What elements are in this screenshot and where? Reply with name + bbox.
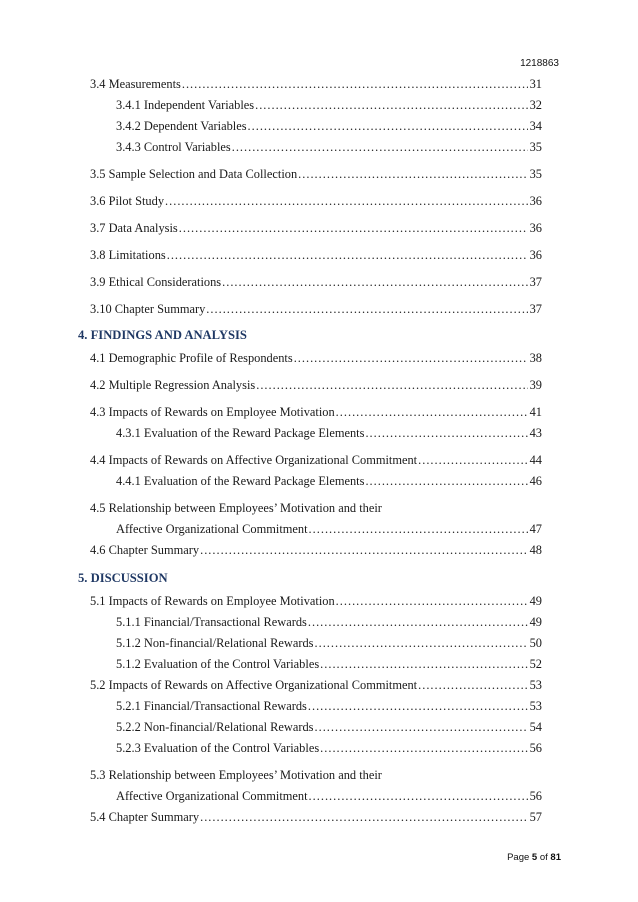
toc-title: 5.2.3 Evaluation of the Control Variables bbox=[116, 741, 320, 755]
toc-page-number: 56 bbox=[529, 789, 542, 803]
toc-title: 4.3.1 Evaluation of the Reward Package Elements bbox=[116, 426, 365, 440]
leader-dots bbox=[294, 351, 528, 366]
toc-page-number: 36 bbox=[529, 221, 542, 235]
toc-title: 4.2 Multiple Regression Analysis bbox=[90, 378, 256, 392]
toc-page-number: 50 bbox=[529, 636, 542, 650]
toc-title: 4.4 Impacts of Rewards on Affective Organizational Commitment bbox=[90, 453, 418, 467]
leader-dots bbox=[200, 810, 528, 825]
leader-dots bbox=[248, 119, 528, 134]
leader-dots bbox=[200, 543, 528, 558]
toc-title: 5.2.2 Non-financial/Relational Rewards bbox=[116, 720, 314, 734]
footer-current-page: 5 bbox=[531, 852, 538, 863]
toc-title: 5.1.2 Non-financial/Relational Rewards bbox=[116, 636, 314, 650]
footer-of-label: of bbox=[539, 852, 548, 863]
toc-entry-3-8[interactable] bbox=[78, 248, 542, 263]
toc-title: 3.9 Ethical Considerations bbox=[90, 275, 222, 289]
leader-dots bbox=[418, 453, 527, 468]
leader-dots bbox=[418, 678, 527, 693]
toc-title: 3.4.1 Independent Variables bbox=[116, 98, 255, 112]
toc-entry-4-4[interactable] bbox=[78, 453, 542, 468]
chapter-heading-4[interactable]: 4. FINDINGS AND ANALYSIS bbox=[78, 328, 247, 342]
toc-title: 4.6 Chapter Summary bbox=[90, 543, 200, 557]
table-of-contents bbox=[78, 71, 542, 825]
toc-entry-3-5[interactable] bbox=[78, 167, 542, 182]
toc-page-number: 44 bbox=[529, 453, 542, 467]
toc-entry-5-3[interactable] bbox=[78, 789, 542, 804]
toc-entry-3-6[interactable] bbox=[78, 194, 542, 209]
toc-page-number: 53 bbox=[529, 678, 542, 692]
toc-title: 5.1.2 Evaluation of the Control Variables bbox=[116, 657, 320, 671]
toc-title: 4.4.1 Evaluation of the Reward Package Elements bbox=[116, 474, 365, 488]
document-id: 1218863 bbox=[520, 58, 559, 69]
toc-entry-3-7[interactable] bbox=[78, 221, 542, 236]
toc-title: 5.1 Impacts of Rewards on Employee Motivation bbox=[90, 594, 335, 608]
toc-title: 3.5 Sample Selection and Data Collection bbox=[90, 167, 298, 181]
toc-page-number: 34 bbox=[529, 119, 542, 133]
toc-title: 3.7 Data Analysis bbox=[90, 221, 178, 235]
toc-page-number: 38 bbox=[529, 351, 542, 365]
leader-dots bbox=[320, 741, 527, 756]
page-footer bbox=[507, 852, 561, 863]
toc-entry-5-1-3[interactable] bbox=[78, 657, 542, 672]
toc-entry-4-3-1[interactable] bbox=[78, 426, 542, 441]
toc-entry-5-2[interactable] bbox=[78, 678, 542, 693]
toc-entry-4-5-line1[interactable]: 4.5 Relationship between Employees’ Motivation and their bbox=[90, 501, 382, 515]
footer-page-label: Page bbox=[507, 852, 530, 863]
toc-page-number: 57 bbox=[529, 810, 542, 824]
toc-page-number: 35 bbox=[529, 140, 542, 154]
toc-page-number: 46 bbox=[529, 474, 542, 488]
toc-entry-3-4[interactable] bbox=[78, 77, 542, 92]
leader-dots bbox=[206, 302, 527, 317]
toc-entry-3-4-3[interactable] bbox=[78, 140, 542, 155]
leader-dots bbox=[320, 657, 527, 672]
toc-entry-5-3-line1[interactable]: 5.3 Relationship between Employees’ Motivation and their bbox=[90, 768, 382, 782]
toc-title: 4.3 Impacts of Rewards on Employee Motivation bbox=[90, 405, 335, 419]
leader-dots bbox=[336, 594, 528, 609]
toc-page-number: 31 bbox=[529, 77, 542, 91]
toc-entry-5-2-1[interactable] bbox=[78, 699, 542, 714]
toc-entry-4-3[interactable] bbox=[78, 405, 542, 420]
toc-title: 5.4 Chapter Summary bbox=[90, 810, 200, 824]
leader-dots bbox=[315, 720, 528, 735]
toc-entry-5-1-2[interactable] bbox=[78, 636, 542, 651]
leader-dots bbox=[309, 789, 528, 804]
leader-dots bbox=[167, 248, 528, 263]
toc-page-number: 41 bbox=[529, 405, 542, 419]
leader-dots bbox=[365, 474, 527, 489]
toc-entry-5-1[interactable] bbox=[78, 594, 542, 609]
leader-dots bbox=[336, 405, 528, 420]
toc-entry-3-9[interactable] bbox=[78, 275, 542, 290]
leader-dots bbox=[308, 699, 528, 714]
chapter-heading-5[interactable]: 5. DISCUSSION bbox=[78, 571, 168, 585]
leader-dots bbox=[308, 615, 528, 630]
toc-page-number: 36 bbox=[529, 194, 542, 208]
toc-page-number: 52 bbox=[529, 657, 542, 671]
toc-page-number: 35 bbox=[529, 167, 542, 181]
toc-title: 3.4.3 Control Variables bbox=[116, 140, 231, 154]
toc-entry-5-1-1[interactable] bbox=[78, 615, 542, 630]
toc-title: 5.1.1 Financial/Transactional Rewards bbox=[116, 615, 307, 629]
toc-page-number: 56 bbox=[529, 741, 542, 755]
toc-title: 5.2 Impacts of Rewards on Affective Organizational Commitment bbox=[90, 678, 418, 692]
toc-entry-4-6[interactable] bbox=[78, 543, 542, 558]
toc-page-number: 39 bbox=[529, 378, 542, 392]
leader-dots bbox=[165, 194, 528, 209]
toc-entry-5-2-2[interactable] bbox=[78, 720, 542, 735]
leader-dots bbox=[309, 522, 528, 537]
leader-dots bbox=[179, 221, 528, 236]
toc-entry-4-4-1[interactable] bbox=[78, 474, 542, 489]
toc-page-number: 49 bbox=[529, 615, 542, 629]
toc-page-number: 54 bbox=[529, 720, 542, 734]
toc-page-number: 48 bbox=[529, 543, 542, 557]
leader-dots bbox=[298, 167, 527, 182]
footer-total-pages: 81 bbox=[550, 852, 561, 863]
toc-entry-4-2[interactable] bbox=[78, 378, 542, 393]
leader-dots bbox=[232, 140, 528, 155]
toc-title: Affective Organizational Commitment bbox=[116, 789, 308, 803]
toc-title: 3.6 Pilot Study bbox=[90, 194, 165, 208]
toc-entry-5-2-3[interactable] bbox=[78, 741, 542, 756]
toc-page-number: 32 bbox=[529, 98, 542, 112]
leader-dots bbox=[255, 98, 528, 113]
toc-page-number: 36 bbox=[529, 248, 542, 262]
toc-page-number: 43 bbox=[529, 426, 542, 440]
leader-dots bbox=[365, 426, 527, 441]
toc-title: 3.4.2 Dependent Variables bbox=[116, 119, 247, 133]
leader-dots bbox=[256, 378, 527, 393]
toc-page-number: 53 bbox=[529, 699, 542, 713]
leader-dots bbox=[182, 77, 528, 92]
toc-entry-4-5[interactable] bbox=[78, 522, 542, 537]
toc-page-number: 37 bbox=[529, 275, 542, 289]
toc-title: Affective Organizational Commitment bbox=[116, 522, 308, 536]
leader-dots bbox=[222, 275, 527, 290]
toc-page-number: 47 bbox=[529, 522, 542, 536]
toc-title: 5.2.1 Financial/Transactional Rewards bbox=[116, 699, 307, 713]
toc-title: 4.1 Demographic Profile of Respondents bbox=[90, 351, 293, 365]
toc-title: 3.8 Limitations bbox=[90, 248, 166, 262]
toc-entry-3-4-2[interactable] bbox=[78, 119, 542, 134]
toc-entry-5-4[interactable] bbox=[78, 810, 542, 825]
toc-entry-4-1[interactable] bbox=[78, 351, 542, 366]
toc-page-number: 49 bbox=[529, 594, 542, 608]
toc-entry-3-10[interactable] bbox=[78, 302, 542, 317]
toc-title: 3.10 Chapter Summary bbox=[90, 302, 206, 316]
toc-page-number: 37 bbox=[529, 302, 542, 316]
toc-title: 3.4 Measurements bbox=[90, 77, 181, 91]
leader-dots bbox=[315, 636, 528, 651]
toc-entry-3-4-1[interactable] bbox=[78, 98, 542, 113]
